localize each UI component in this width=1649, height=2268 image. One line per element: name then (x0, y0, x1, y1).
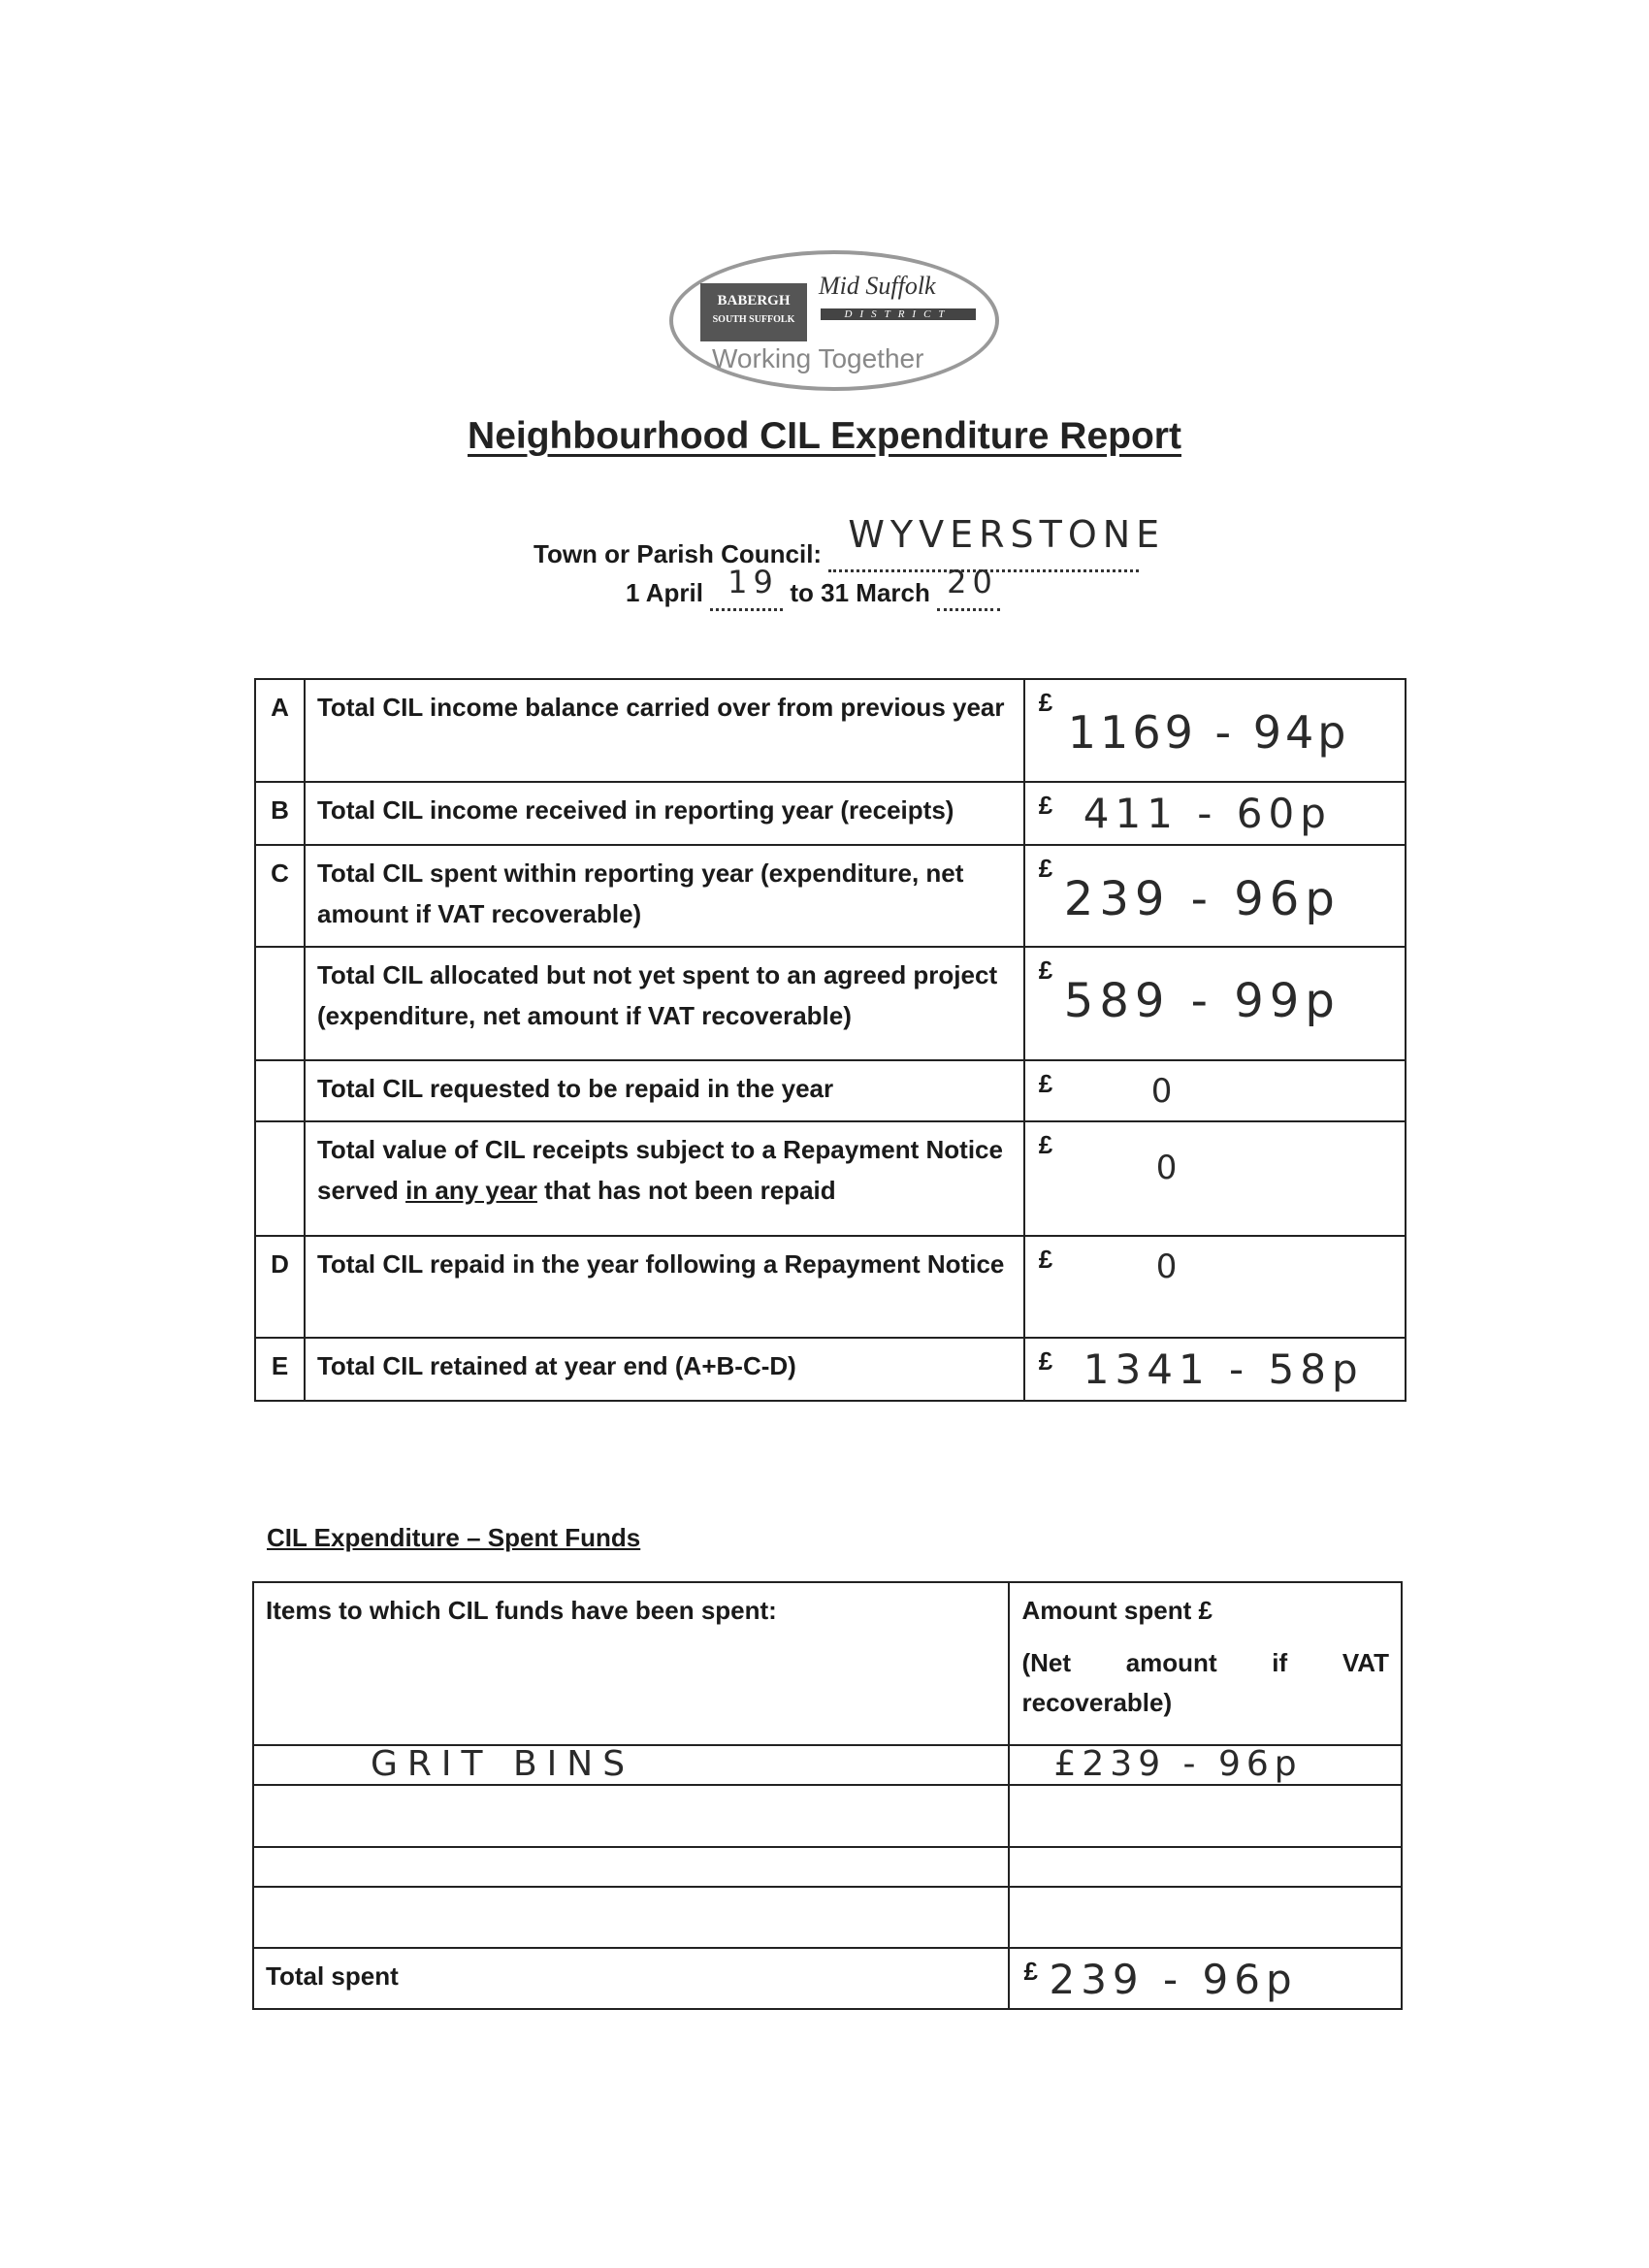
babergh-sub: SOUTH SUFFOLK (712, 314, 795, 325)
babergh-name: BABERGH (717, 293, 791, 308)
table-row (255, 947, 1406, 1060)
row-letter (255, 947, 305, 1060)
label-underlined: in any year (405, 1175, 537, 1205)
spent-heading: CIL Expenditure – Spent Funds (267, 1523, 641, 1552)
row-label: Total CIL allocated but not yet spent to an agreed project (expenditure, net amount if VAT recoverable) (305, 947, 1024, 1060)
item-cell (253, 1785, 1009, 1847)
mid-suffolk-logo: Mid Suffolk (819, 272, 936, 300)
pound-sign: £ (1023, 1957, 1038, 1986)
period-end: 20 (947, 564, 998, 600)
amount-value: 0 (1155, 1247, 1183, 1286)
council-value: WYVERSTONE (848, 513, 1166, 556)
table-row (253, 1887, 1402, 1948)
table-row (253, 1785, 1402, 1847)
spent-table (252, 1581, 1403, 2010)
row-letter: E (255, 1338, 305, 1401)
table-row (253, 1745, 1402, 1785)
amount-cell (1024, 1236, 1406, 1338)
amount-cell (1024, 1060, 1406, 1121)
amount-value: 0 (1150, 1072, 1179, 1111)
pound-sign: £ (1038, 688, 1053, 717)
row-label: Total CIL requested to be repaid in the year (305, 1060, 1024, 1121)
row-letter: D (255, 1236, 305, 1338)
babergh-logo (700, 283, 807, 341)
item-value: GRIT BINS (371, 1744, 635, 1784)
row-letter (255, 1121, 305, 1236)
total-row (253, 1948, 1402, 2009)
period-prefix: 1 April (626, 578, 711, 607)
row-letter (255, 1060, 305, 1121)
amount-cell (1009, 1745, 1402, 1785)
table-row (255, 679, 1406, 782)
items-header: Items to which CIL funds have been spent: (253, 1582, 1009, 1745)
period-middle: to 31 March (783, 578, 938, 607)
table-row (255, 1338, 1406, 1401)
pound-sign: £ (1038, 1346, 1053, 1376)
row-label (305, 1121, 1024, 1236)
pound-sign: £ (1038, 1245, 1053, 1274)
table-row (255, 782, 1406, 845)
table-row (255, 1121, 1406, 1236)
total-amount-cell (1009, 1948, 1402, 2009)
amount-cell (1024, 845, 1406, 947)
row-letter: B (255, 782, 305, 845)
amount-cell (1024, 1338, 1406, 1401)
row-label: Total CIL income received in reporting year (receipts) (305, 782, 1024, 845)
amount-value: 1169 - 94p (1067, 706, 1350, 759)
amount-header (1009, 1582, 1402, 1745)
amount-value: 0 (1155, 1149, 1183, 1187)
row-letter: C (255, 845, 305, 947)
logo-tagline: Working Together (712, 343, 924, 373)
pound-sign: £ (1038, 1069, 1053, 1098)
pound-sign: £ (1038, 854, 1053, 883)
total-label: Total spent (253, 1948, 1009, 2009)
amount-cell (1024, 782, 1406, 845)
council-logo (669, 250, 999, 391)
pound-sign: £ (1038, 791, 1053, 820)
council-line (534, 513, 1166, 572)
table-row (255, 1236, 1406, 1338)
row-label: Total CIL spent within reporting year (expenditure, net amount if VAT recoverable) (305, 845, 1024, 947)
total-amount: 239 - 96p (1049, 1956, 1298, 2003)
council-label: Town or Parish Council: (534, 539, 829, 568)
period-line (626, 564, 1000, 611)
row-letter: A (255, 679, 305, 782)
item-cell (253, 1887, 1009, 1948)
amount-cell (1024, 947, 1406, 1060)
row-label: Total CIL repaid in the year following a Repayment Notice (305, 1236, 1024, 1338)
period-end-field (937, 564, 1000, 611)
period-start: 19 (728, 564, 779, 600)
pound-sign: £ (1038, 1130, 1053, 1159)
page-title: Neighbourhood CIL Expenditure Report (468, 415, 1181, 457)
label-part: that has not been repaid (536, 1175, 836, 1205)
header-row (253, 1582, 1402, 1745)
amount-header-note: (Net amount if VAT recoverable) (1021, 1647, 1389, 1718)
amount-value: 589 - 99p (1063, 974, 1341, 1028)
amount-value: 411 - 60p (1083, 790, 1332, 837)
amount-cell (1009, 1847, 1402, 1887)
row-label: Total CIL income balance carried over from previous year (305, 679, 1024, 782)
period-start-field (710, 564, 783, 611)
item-cell (253, 1847, 1009, 1887)
label-part: Total value of CIL receipts subject to a Repayment Notice served (316, 1135, 1003, 1205)
amount-cell (1024, 679, 1406, 782)
amount-value: 1341 - 58p (1083, 1345, 1364, 1393)
amount-header-label: Amount spent £ (1021, 1596, 1212, 1625)
amount-cell (1024, 1121, 1406, 1236)
district-label: DISTRICT (821, 308, 976, 320)
item-cell (253, 1745, 1009, 1785)
row-label: Total CIL retained at year end (A+B-C-D) (305, 1338, 1024, 1401)
pound-sign: £ (1038, 956, 1053, 985)
amount-cell (1009, 1785, 1402, 1847)
table-row (255, 845, 1406, 947)
amount-value: 239 - 96p (1063, 872, 1341, 926)
amount-value: £239 - 96p (1053, 1744, 1303, 1784)
table-row (255, 1060, 1406, 1121)
amount-cell (1009, 1887, 1402, 1948)
table-row (253, 1847, 1402, 1887)
summary-table (254, 678, 1406, 1402)
